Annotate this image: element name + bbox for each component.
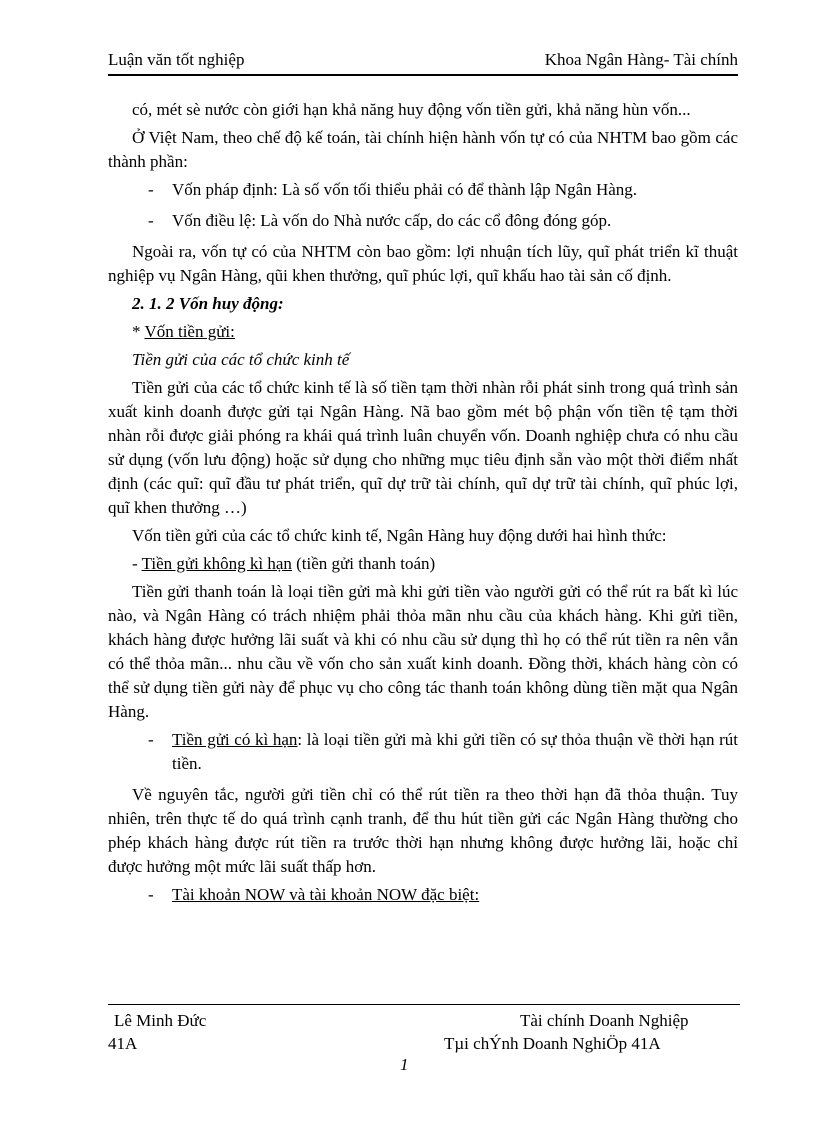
- term-deposits-definition: : là loại tiền gửi mà khi gửi tiền có sự thỏa thuận về thời hạn rút tiền.: [172, 730, 739, 773]
- list-dash: -: [132, 554, 142, 573]
- paragraph-payment-deposits: Tiền gửi thanh toán là loại tiền gửi mà khi gửi tiền vào người gửi có thể rút ra bất kì lúc nào, và Ngân Hàng có trách nhiệm phải thỏa mãn nhu cầu của khách hàng. Khi gửi tiền, khách hàng được hưởng lãi suất và khi có nhu cầu sử dụng thì họ có thể rút tiền ra nên vẫn có thể thỏa mãn... nhu cầu về vốn cho sản xuất kinh doanh. Đồng thời, khách hàng còn có thể sử dụng tiền gửi này để phục vụ cho công tác thanh toán không dùng tiền mặt qua Ngân Hàng.: [108, 582, 738, 721]
- star-bullet: *: [132, 322, 141, 341]
- section-heading-mobilized-capital: 2. 1. 2 Vốn huy động:: [132, 294, 284, 313]
- list-dash: -: [148, 730, 154, 749]
- paragraph-withdrawal-principle: Về nguyên tắc, người gửi tiền chỉ có thể rút tiền ra theo thời hạn đã thỏa thuận. Tuy nhiên, trên thực tế do quá trình cạnh tranh, để thu hút tiền gửi các Ngân Hàng thường cho phép khách hàng được rút tiền ra trước thời hạn nhưng không được hưởng lãi, hoặc chỉ được hưởng một mức lãi suất thấp hơn.: [108, 785, 738, 876]
- page-header: [108, 48, 738, 76]
- footer-department: Tài chính Doanh Nghiệp: [520, 1011, 689, 1030]
- footer-class: 41A: [108, 1034, 138, 1053]
- footer-author: Lê Minh Đức: [114, 1011, 207, 1030]
- header-faculty: Khoa Ngân Hàng- Tài chính: [544, 50, 738, 69]
- list-item-charter-capital: [108, 209, 738, 233]
- paragraph-org-deposits: Tiền gửi của các tổ chức kinh tế là số tiền tạm thời nhàn rỗi phát sinh trong quá trình sản xuất kinh doanh được gửi tại Ngân Hàng. Nã bao gồm mét bộ phận vốn tiền tệ tạm thời nhàn rỗi được giải phóng ra khái quá trình luân chuyển vốn. Doanh nghiệp chưa có nhu cầu sử dụng (vốn lưu động) hoặc sử dụng cho những mục tiêu định sẵn vào một thời điểm nhất định (các quĩ: quĩ đầu tư phát triển, quĩ dự trữ tài chính, quĩ dự trữ tài chính, quĩ phúc lợi, quĩ khen thưởng …): [108, 378, 738, 517]
- subheading-deposits: [132, 320, 738, 344]
- list-item-text: Vốn pháp định: Là số vốn tối thiểu phải có để thành lập Ngân Hàng.: [172, 180, 638, 199]
- term-deposits-term: Tiền gửi có kì hạn: [172, 730, 298, 749]
- list-item-text: Vốn điều lệ: Là vốn do Nhà nước cấp, do các cổ đông đóng góp.: [172, 211, 612, 230]
- document-body: [108, 98, 738, 914]
- item-demand-deposits-note: (tiền gửi thanh toán): [291, 554, 436, 573]
- footer-garbled-department: Tµi chÝnh Doanh NghiÖp 41A: [444, 1034, 661, 1053]
- paragraph-capital-limits: có, mét sè nước còn giới hạn khả năng huy động vốn tiền gửi, khả năng hùn vốn...: [132, 100, 691, 119]
- paragraph-equity-components: Ở Việt Nam, theo chế độ kế toán, tài chính hiện hành vốn tự có của NHTM bao gồm các thành phần:: [108, 128, 738, 171]
- now-accounts-text: Tài khoản NOW và tài khoản NOW đặc biệt:: [172, 885, 480, 904]
- header-thesis-title: Luận văn tốt nghiệp: [108, 50, 245, 69]
- list-item-legal-capital: [108, 178, 738, 202]
- list-dash: -: [148, 211, 154, 230]
- paragraph-two-forms: Vốn tiền gửi của các tổ chức kinh tế, Ngân Hàng huy động dưới hai hình thức:: [132, 526, 667, 545]
- item-demand-deposits-term: Tiền gửi không kì hạn: [141, 554, 292, 573]
- subheading-org-deposits: Tiền gửi của các tổ chức kinh tế: [132, 350, 350, 369]
- subheading-deposits-text: Vốn tiền gửi:: [144, 322, 235, 341]
- list-item-term-deposits: [108, 728, 738, 776]
- page-number: 1: [400, 1055, 409, 1074]
- paragraph-other-equity: Ngoài ra, vốn tự có của NHTM còn bao gồm: lợi nhuận tích lũy, quĩ phát triển kĩ thuật nghiệp vụ Ngân Hàng, qũi khen thưởng, quĩ phúc lợi, quĩ khấu hao tài sản cố định.: [108, 242, 738, 285]
- list-item-now-accounts: [108, 883, 738, 907]
- list-dash: -: [148, 885, 154, 904]
- item-demand-deposits: [132, 552, 738, 576]
- list-dash: -: [148, 180, 154, 199]
- footer-divider: [108, 1004, 740, 1005]
